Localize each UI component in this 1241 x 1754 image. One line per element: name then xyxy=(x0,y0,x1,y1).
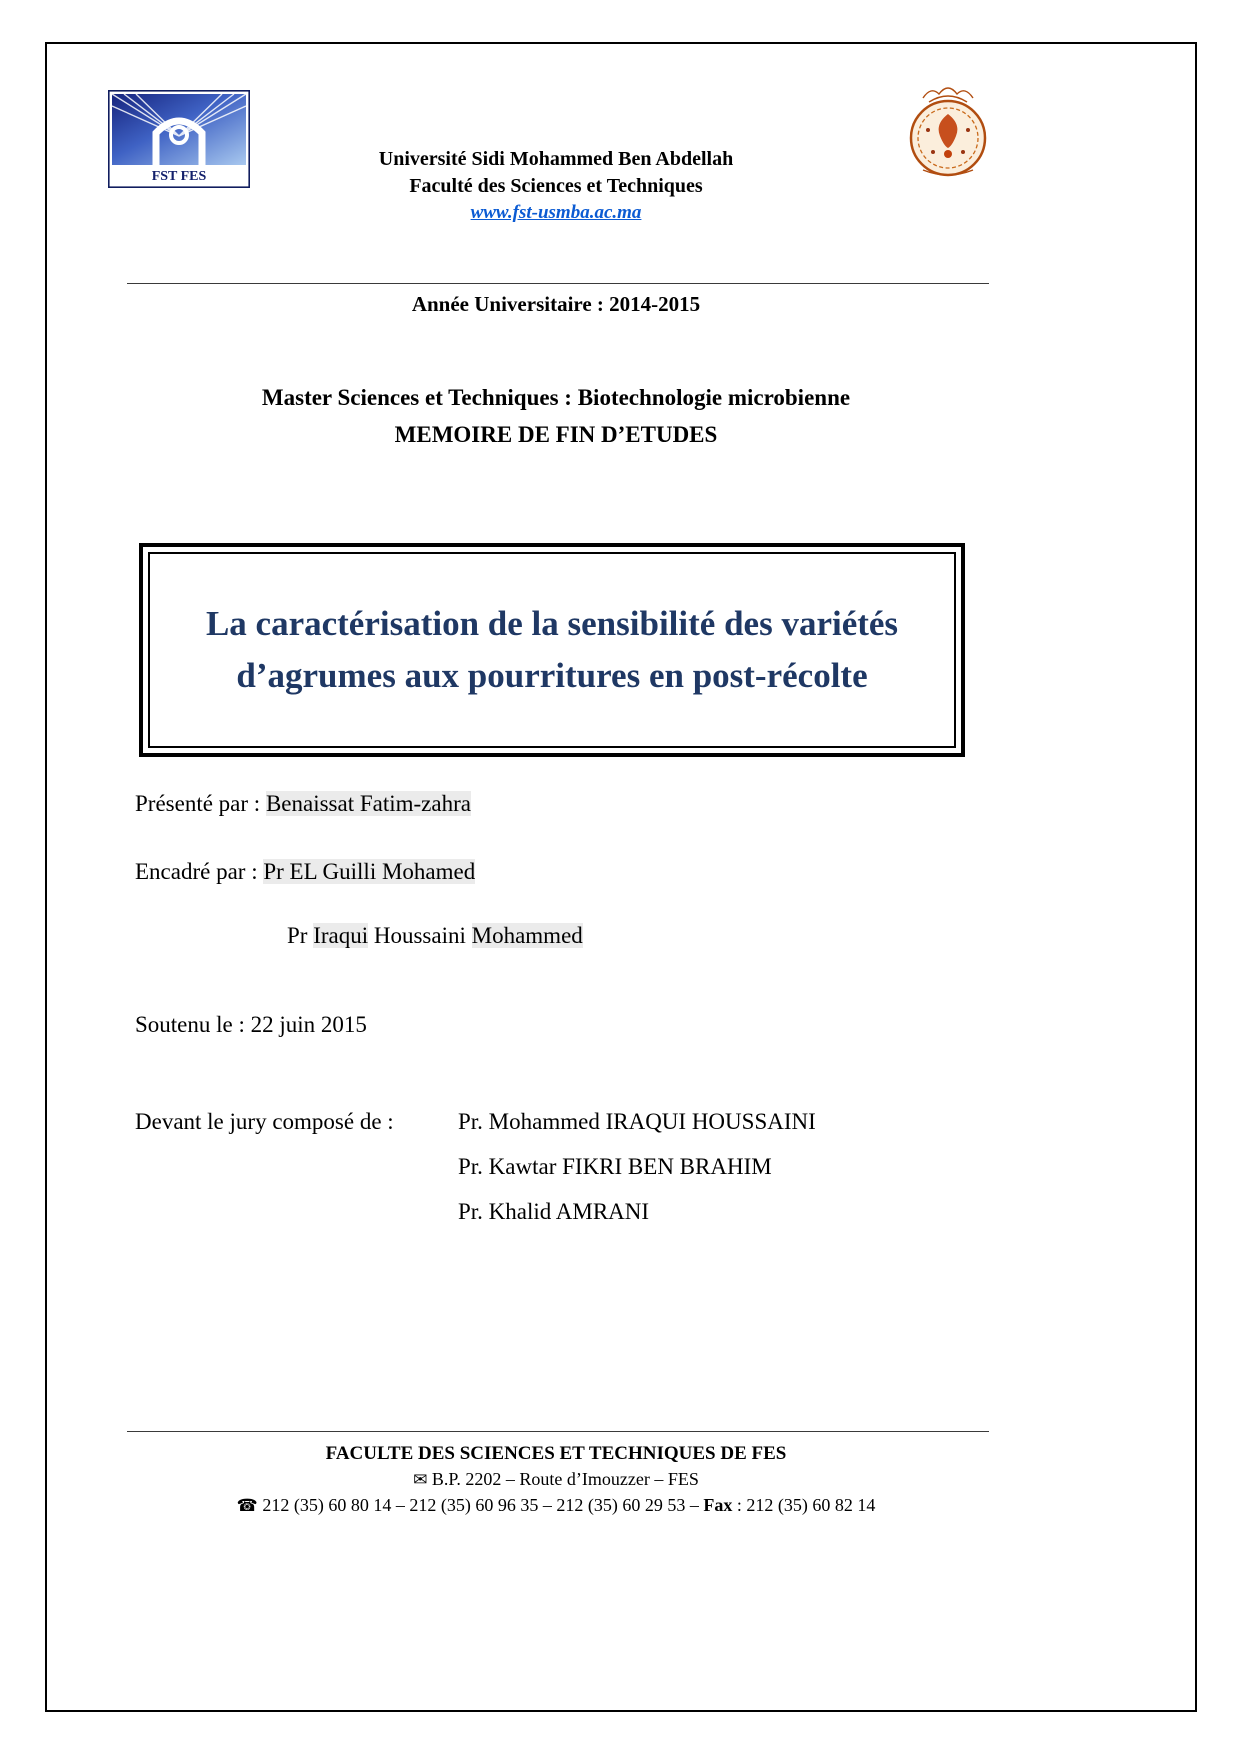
presented-by-label: Présenté par : xyxy=(135,791,261,816)
presented-by-name: Benaissat Fatim-zahra xyxy=(265,791,471,816)
thesis-title: La caractérisation de la sensibilité des variétés d’agrumes aux pourritures en post-récolte xyxy=(205,604,899,695)
fax-label: Fax xyxy=(703,1495,733,1515)
footer-address: B.P. 2202 – Route d’Imouzzer – FES xyxy=(431,1469,699,1489)
defense-date: Soutenu le : 22 juin 2015 xyxy=(135,1012,367,1037)
faculty-name: Faculté des Sciences et Techniques xyxy=(409,175,703,197)
footer-phones: 212 (35) 60 80 14 – 212 (35) 60 96 35 – 212 (35) 60 29 53 – xyxy=(262,1495,704,1515)
fax-number: : 212 (35) 60 82 14 xyxy=(732,1495,876,1515)
supervisor2-name-part: Mohammed xyxy=(471,923,583,948)
phone-icon: ☎ xyxy=(236,1496,258,1516)
jury-member: Pr. Mohammed IRAQUI HOUSSAINI xyxy=(458,1109,816,1134)
footer-faculty-name: FACULTE DES SCIENCES ET TECHNIQUES DE FES xyxy=(325,1443,787,1464)
thesis-title-box xyxy=(139,543,965,757)
footer-address-line xyxy=(100,1467,1012,1493)
academic-year: Année Universitaire : 2014-2015 xyxy=(411,292,701,316)
footer-rule xyxy=(127,1431,989,1432)
supervised-by-line xyxy=(135,857,475,887)
institution-header xyxy=(100,146,1012,224)
presented-by-line xyxy=(135,789,471,819)
program-block xyxy=(100,379,1012,453)
supervisor-name-1: Pr EL Guilli Mohamed xyxy=(263,859,476,884)
header-rule xyxy=(127,283,989,284)
footer xyxy=(100,1441,1012,1519)
jury-member: Pr. Khalid AMRANI xyxy=(458,1199,650,1224)
footer-phones-line xyxy=(100,1493,1012,1519)
document-type: MEMOIRE DE FIN D’ETUDES xyxy=(394,422,718,447)
website-link[interactable]: www.fst-usmba.ac.ma xyxy=(470,202,642,223)
jury-member: Pr. Kawtar FIKRI BEN BRAHIM xyxy=(458,1154,772,1179)
jury-list xyxy=(458,1099,816,1234)
supervisor2-middle: Houssaini xyxy=(373,923,466,948)
supervisor-line-2 xyxy=(287,921,583,951)
thesis-title-inner-frame xyxy=(148,552,956,748)
supervisor2-name-part: Iraqui xyxy=(313,923,369,948)
university-name: Université Sidi Mohammed Ben Abdellah xyxy=(378,148,734,170)
supervised-by-label: Encadré par : xyxy=(135,859,258,884)
program-name: Master Sciences et Techniques : Biotechnologie microbienne xyxy=(261,385,851,410)
logo-text: FST FES xyxy=(151,169,207,184)
mail-icon: ✉ xyxy=(413,1470,428,1490)
jury-label: Devant le jury composé de : xyxy=(135,1109,394,1134)
supervisor2-prefix: Pr xyxy=(287,923,308,948)
